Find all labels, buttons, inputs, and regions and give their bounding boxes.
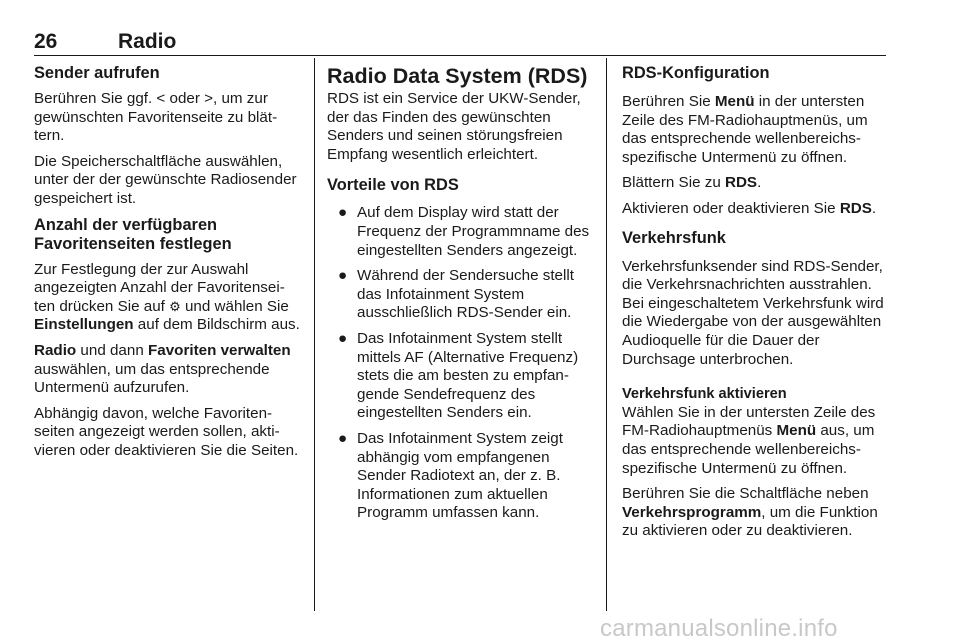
paragraph-abhaengig: Abhängig davon, welche Favoritenseiten angezeigt werden sollen, aktivieren oder deaktivieren Sie die Seiten. bbox=[34, 404, 299, 459]
less-than-icon: < bbox=[156, 90, 166, 107]
term-menue: Menü bbox=[714, 93, 755, 110]
paragraph-favoriten-verwalten: Radio und dann Favoriten verwalten auswählen, um das entsprechende Untermenü aufzurufen. bbox=[34, 341, 291, 397]
paragraph-favoritenseite: Berühren Sie ggf. < oder >, um zur gewünschten Favoritenseite zu blättern. bbox=[34, 90, 278, 145]
term-einstellungen: Einstellungen bbox=[34, 316, 134, 334]
section-title: Radio bbox=[118, 30, 177, 53]
term-rds: RDS bbox=[839, 199, 872, 217]
header-rule bbox=[34, 55, 886, 56]
list-item: ● Auf dem Display wird statt der Frequenz der Programmname des eingestellten Senders angezeigt. bbox=[338, 204, 590, 259]
greater-than-icon: > bbox=[204, 90, 214, 107]
term-favoriten-verwalten: Favoriten verwalten bbox=[148, 341, 291, 359]
page-header bbox=[34, 30, 886, 53]
paragraph-verkehrsfunk: Verkehrsfunksender sind RDS-Sender, die Verkehrsnachrichten ausstrahlen. Bei eingeschaltetem Verkehrsfunk wird die Wiedergabe von der ausgewählten Audioquelle für die Dauer der Durchsage unterbrochen. bbox=[622, 257, 884, 368]
bullet-icon: ● bbox=[338, 204, 348, 222]
heading-vorteile-rds: Vorteile von RDS bbox=[327, 176, 459, 195]
bullet-icon: ● bbox=[338, 429, 348, 447]
list-item: ● Das Infotainment System stellt mittels AF (Alternative Frequenz) stets die am besten zu empfangende Sendefrequenz des eingestellten Senders ein. bbox=[338, 329, 579, 422]
column-divider-2 bbox=[606, 58, 607, 611]
heading-anzahl-favoritenseiten: Anzahl der verfügbaren Favoritenseiten festlegen bbox=[34, 215, 232, 253]
paragraph-verkehrsprogramm: Berühren Sie die Schaltfläche neben Verkehrsprogramm, um die Funktion zu aktivieren oder zu deaktivieren. bbox=[622, 485, 878, 540]
paragraph-blaettern: Blättern Sie zu RDS. bbox=[622, 174, 762, 192]
heading-sender-aufrufen: Sender aufrufen bbox=[34, 64, 160, 82]
page-number: 26 bbox=[34, 30, 58, 53]
heading-rds: Radio Data System (RDS) bbox=[327, 64, 588, 88]
paragraph-aktivieren-rds: Aktivieren oder deaktivieren Sie RDS. bbox=[622, 199, 877, 217]
paragraph-festlegung: Zur Festlegung der zur Auswahl angezeigten Anzahl der Favoritenseiten drücken Sie auf ⚙ und wählen Sie Einstellungen auf dem Bildschirm aus. bbox=[34, 260, 300, 334]
bullet-icon: ● bbox=[338, 329, 348, 347]
paragraph-speicherschaltflaeche: Die Speicherschaltfläche auswählen, unter der der gewünschte Radiosender gespeichert ist. bbox=[34, 152, 297, 207]
column-right bbox=[622, 64, 888, 548]
settings-gear-icon: ⚙ bbox=[169, 298, 181, 314]
column-divider-1 bbox=[314, 58, 315, 611]
heading-verkehrsfunk: Verkehrsfunk bbox=[622, 228, 726, 247]
list-item: ● Das Infotainment System zeigt abhängig vom empfangenen Sender Radiotext an, der z. B. Informationen zum aktuellen Programm umfassen kann. bbox=[338, 429, 563, 522]
term-rds: RDS bbox=[725, 174, 758, 192]
list-item: ● Während der Sendersuche stellt das Infotainment System ausschließlich RDS-Sender ein. bbox=[338, 267, 574, 322]
paragraph-menue-auswaehlen: Wählen Sie in der untersten Zeile des FM-Radiohauptmenüs Menü aus, um das entsprechende wellenbereichsspezifische Untermenü zu öffnen. bbox=[622, 403, 876, 477]
paragraph-rds-intro: RDS ist ein Service der UKW-Sender, der das Finden des gewünschten Senders und seinen störungsfreien Empfang wesentlich erleichtert. bbox=[327, 90, 581, 163]
term-radio: Radio bbox=[34, 341, 77, 359]
heading-verkehrsfunk-aktivieren: Verkehrsfunk aktivieren bbox=[622, 386, 787, 403]
term-verkehrsprogramm: Verkehrsprogramm bbox=[622, 503, 762, 521]
column-middle bbox=[327, 64, 593, 530]
term-menue: Menü bbox=[776, 422, 817, 440]
rds-benefits-list bbox=[327, 204, 593, 523]
watermark: carmanualsonline.info bbox=[600, 615, 838, 642]
paragraph-menue: Berühren Sie Menü in der untersten Zeile des FM-Radiohauptmenüs, um das entsprechende wellenbereichsspezifische Untermenü zu öffnen. bbox=[622, 93, 868, 166]
bullet-icon: ● bbox=[338, 267, 348, 285]
column-left bbox=[34, 64, 300, 468]
heading-rds-konfiguration: RDS-Konfiguration bbox=[622, 64, 770, 82]
